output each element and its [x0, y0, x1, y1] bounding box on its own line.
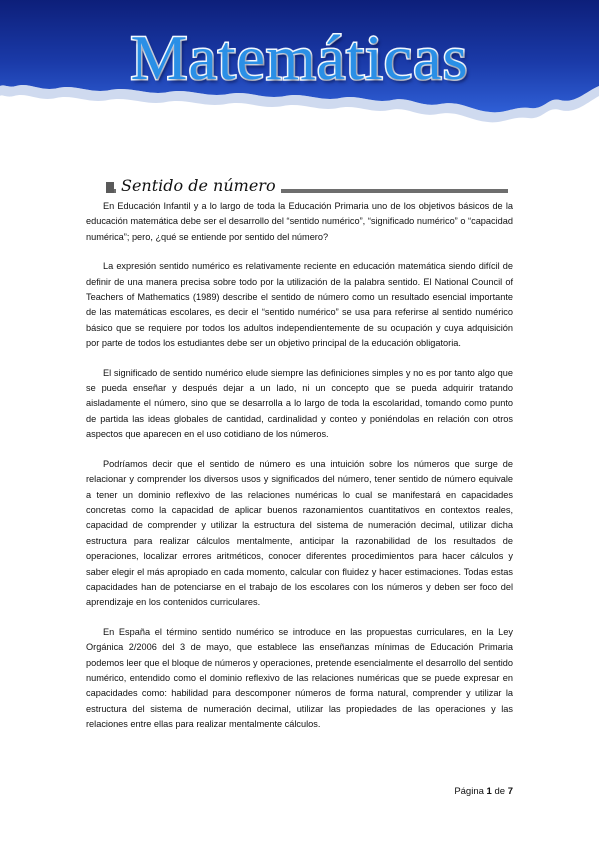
body-text [86, 199, 513, 747]
paragraph-5: En España el término sentido numérico se introduce en las propuestas curriculares, en la Ley Orgánica 2/2006 del 3 de mayo, que establece las enseñanzas mínimas de Educación Primaria podemos leer que el bloque de números y operaciones, pretende esencialmente el desarrollo del sentido numérico, entendido como el dominio reflexivo de las relaciones numéricas que se puede expresar en capacidades como: habilidad para descomponer números de forma natural, comprender y utilizar la estructura del sistema de numeración decimal, utilizar las propiedades de las operaciones y las relaciones entre ellas para realizar mentalmente cálculos. [86, 626, 513, 730]
page-label: Página [454, 786, 484, 797]
paragraph-3: El significado de sentido numérico elude siempre las definiciones simples y no es por tanto algo que se pueda enseñar y después dejar a un lado, ni un concepto que se pueda adquirir tratando aisladamente el número, sino que se desarrolla a lo largo de toda la escolaridad, tomando como punto de partida las ideas globales de cantidad, cardinalidad y conteo y poniéndolas en relación con otros aspectos que aparecen en el uso cotidiano de los números. [86, 367, 513, 440]
section-title: Sentido de número [116, 176, 281, 196]
banner-title: Matemáticas [130, 22, 469, 93]
section-marker [106, 182, 114, 193]
page-footer [454, 786, 513, 797]
page-total: 7 [507, 786, 513, 797]
paragraph-2: La expresión sentido numérico es relativamente reciente en educación matemática siendo difícil de definir de una manera precisa sobre todo por la utilización de la palabra sentido. El National Council of Teachers of Mathematics (1989) describe el sentido de número como un resultado esencial importante de las matemáticas escolares, es decir el “sentido numérico” se usa para referirse al sentido numérico básico que se requiere por todos los adultos independientemente de su ocupación y cuya adquisición por parte de todos los estudiantes debe ser un objetivo principal de la educación obligatoria. [86, 261, 513, 349]
paragraph-1: En Educación Infantil y a lo largo de toda la Educación Primaria uno de los objetivos básicos de la educación matemática debe ser el desarrollo del “sentido numérico”, “significado numérico” o “capacidad numérica”; pero, ¿qué se entiende por sentido del número? [86, 201, 513, 242]
header-banner [0, 0, 599, 130]
paragraph-4: Podríamos decir que el sentido de número es una intuición sobre los números que surge de relacionar y comprender los diversos usos y significados del número, tener sentido de número equivale a tener un dominio reflexivo de las relaciones numéricas lo cual se manifestará en capacidades concretas como la capacidad de aplicar buenos razonamientos cuantitativos en contextos reales, capacidad de comprender y utilizar la estructura del sistema de numeración decimal, utilizar dicha estructura para realizar cálculos mentalmente, anticipar la razonabilidad de los resultados de operaciones, localizar errores aritméticos, conocer diferentes procedimientos para hacer cálculos y saber elegir el más apropiado en cada momento, calcular con fluidez y hacer estimaciones. Todas estas capacidades han de potenciarse en el trabajo de los escolares con los números y deben ser foco del aprendizaje en los contenidos curriculares. [86, 458, 513, 608]
page-current: 1 [486, 786, 492, 797]
section-heading [106, 177, 508, 197]
page-of-label: de [494, 786, 506, 797]
